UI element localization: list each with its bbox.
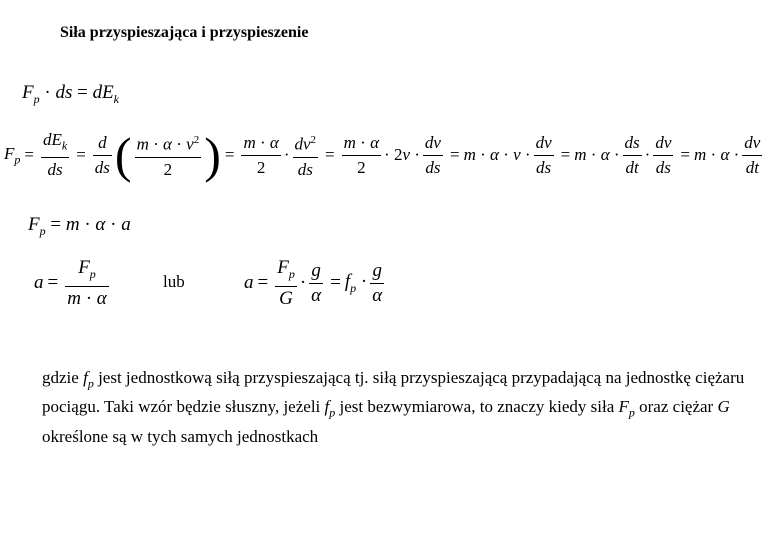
paragraph-text: oraz ciężar	[634, 397, 718, 417]
symbol-fp-sub: p	[87, 376, 94, 391]
explanation-paragraph	[42, 366, 762, 449]
paragraph-text: gdzie	[42, 368, 84, 387]
equation-acceleration-1: a = $\frac{F_p}{m \cdot \alpha}$	[34, 257, 107, 309]
page-title: Siła przyspieszająca i przyspieszenie	[60, 24, 309, 41]
equation-work: $F_p$ · ds = $dE_k$	[22, 82, 119, 106]
symbol-G: G	[717, 397, 730, 417]
paragraph-text: jest jednostkową siłą przyspieszającą tj. siłą przyspieszającą przypadającą na jednostkę ciężaru pociągu. Taki wzór będzie słuszny, jeżeli	[42, 368, 745, 417]
symbol-fp: f	[83, 368, 88, 387]
paragraph-text: określone są w tych samych jednostkach	[42, 426, 319, 446]
symbol-Fp: F	[618, 397, 629, 417]
symbol-fp-sub: p	[329, 405, 336, 420]
symbol-Fp-sub: p	[628, 405, 635, 420]
paragraph-text: jest bezwymiarowa, to znaczy kiedy siła	[335, 397, 619, 417]
lub-label: lub	[163, 272, 185, 291]
symbol-fp: f	[324, 397, 330, 417]
equation-force-derivation: $F_p$ = $\frac{dE_k}{ds}$ = $\frac{d}{ds}$ ( $\frac{m \cdot \alpha \cdot v^2}{2}$ ) = $\frac{m \cdot \alpha}{2}$ · $\frac{dv^2}{ds}$ = $\frac{m \cdot \alpha}{2}$ · 2v · $\frac{dv}{ds}$ = m · α · v · $\frac{dv}{ds}$ = m · α · $\frac{ds}{dt}$ · $\frac{dv}{ds}$ = m · α · $\frac{dv}{dt}$	[4, 127, 761, 184]
equation-force: $F_p = m \cdot \alpha \cdot a$	[28, 214, 131, 238]
equation-acceleration-2: a = $\frac{F_p}{G}$ · $\frac{g}{\alpha}$ = $f_p$ · $\frac{g}{\alpha}$	[244, 257, 383, 309]
